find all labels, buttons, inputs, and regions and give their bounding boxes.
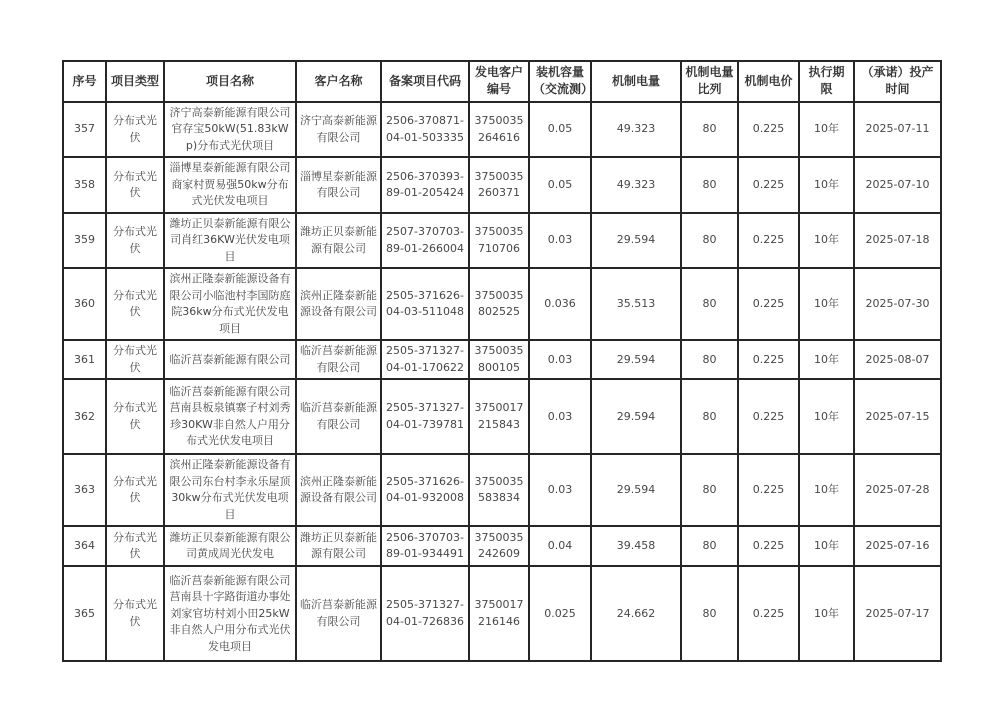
cell-ratio: 80 xyxy=(681,379,738,454)
cell-project_name: 潍坊正贝泰新能源有限公司黄成周光伏发电 xyxy=(164,526,296,566)
cell-customer_name: 滨州正隆泰新能源设备有限公司 xyxy=(296,268,381,340)
cell-serial: 361 xyxy=(63,340,106,379)
column-header-project_name: 项目名称 xyxy=(164,61,296,102)
column-header-ratio: 机制电量比列 xyxy=(681,61,738,102)
cell-serial: 357 xyxy=(63,102,106,158)
cell-prod_date: 2025-07-28 xyxy=(854,454,941,526)
table-row xyxy=(63,379,941,454)
cell-record_code: 2505-371327-04-01-170622 xyxy=(381,340,469,379)
cell-price: 0.225 xyxy=(738,566,799,661)
cell-project_name: 潍坊正贝泰新能源有限公司肖红36KW光伏发电项目 xyxy=(164,213,296,269)
cell-energy: 29.594 xyxy=(591,454,681,526)
cell-serial: 363 xyxy=(63,454,106,526)
cell-capacity: 0.03 xyxy=(529,340,591,379)
cell-prod_date: 2025-07-30 xyxy=(854,268,941,340)
column-header-price: 机制电价 xyxy=(738,61,799,102)
cell-term: 10年 xyxy=(799,213,854,269)
cell-customer_no: 3750035260371 xyxy=(469,157,529,213)
column-header-capacity: 装机容量（交流测） xyxy=(529,61,591,102)
cell-customer_no: 3750035800105 xyxy=(469,340,529,379)
table-row xyxy=(63,157,941,213)
cell-term: 10年 xyxy=(799,379,854,454)
cell-capacity: 0.05 xyxy=(529,102,591,158)
table-header xyxy=(63,61,941,102)
cell-energy: 49.323 xyxy=(591,157,681,213)
column-header-prod_date: （承诺）投产时间 xyxy=(854,61,941,102)
cell-term: 10年 xyxy=(799,340,854,379)
cell-ratio: 80 xyxy=(681,268,738,340)
column-header-customer_no: 发电客户编号 xyxy=(469,61,529,102)
table-row xyxy=(63,454,941,526)
table-row xyxy=(63,102,941,158)
cell-energy: 29.594 xyxy=(591,213,681,269)
cell-record_code: 2507-370703-89-01-266004 xyxy=(381,213,469,269)
cell-customer_no: 3750035264616 xyxy=(469,102,529,158)
cell-capacity: 0.03 xyxy=(529,379,591,454)
cell-serial: 362 xyxy=(63,379,106,454)
column-header-record_code: 备案项目代码 xyxy=(381,61,469,102)
cell-project_name: 临沂莒泰新能源有限公司莒南县十字路街道办事处刘家官坊村刘小田25kW非自然人户用分布式光伏发电项目 xyxy=(164,566,296,661)
table-row xyxy=(63,526,941,566)
cell-capacity: 0.03 xyxy=(529,454,591,526)
cell-project_type: 分布式光伏 xyxy=(106,566,164,661)
cell-capacity: 0.025 xyxy=(529,566,591,661)
cell-customer_name: 临沂莒泰新能源有限公司 xyxy=(296,340,381,379)
cell-record_code: 2506-370703-89-01-934491 xyxy=(381,526,469,566)
cell-project_name: 滨州正隆泰新能源设备有限公司东台村李永乐屋顶30kw分布式光伏发电项目 xyxy=(164,454,296,526)
cell-ratio: 80 xyxy=(681,213,738,269)
cell-prod_date: 2025-07-18 xyxy=(854,213,941,269)
cell-project_type: 分布式光伏 xyxy=(106,268,164,340)
cell-term: 10年 xyxy=(799,102,854,158)
cell-capacity: 0.05 xyxy=(529,157,591,213)
cell-customer_name: 济宁高泰新能源有限公司 xyxy=(296,102,381,158)
cell-record_code: 2505-371626-04-01-932008 xyxy=(381,454,469,526)
cell-ratio: 80 xyxy=(681,157,738,213)
cell-serial: 359 xyxy=(63,213,106,269)
cell-price: 0.225 xyxy=(738,340,799,379)
cell-project_name: 临沂莒泰新能源有限公司 xyxy=(164,340,296,379)
table-row xyxy=(63,268,941,340)
cell-customer_name: 淄博星泰新能源有限公司 xyxy=(296,157,381,213)
table-row xyxy=(63,340,941,379)
cell-project_type: 分布式光伏 xyxy=(106,157,164,213)
cell-record_code: 2505-371626-04-03-511048 xyxy=(381,268,469,340)
column-header-customer_name: 客户名称 xyxy=(296,61,381,102)
cell-term: 10年 xyxy=(799,526,854,566)
cell-prod_date: 2025-08-07 xyxy=(854,340,941,379)
cell-price: 0.225 xyxy=(738,379,799,454)
cell-customer_no: 3750035710706 xyxy=(469,213,529,269)
cell-customer_no: 3750035802525 xyxy=(469,268,529,340)
cell-project_name: 滨州正隆泰新能源设备有限公司小临池村李国防庭院36kw分布式光伏发电项目 xyxy=(164,268,296,340)
cell-ratio: 80 xyxy=(681,454,738,526)
cell-prod_date: 2025-07-10 xyxy=(854,157,941,213)
column-header-project_type: 项目类型 xyxy=(106,61,164,102)
cell-project_type: 分布式光伏 xyxy=(106,102,164,158)
cell-price: 0.225 xyxy=(738,268,799,340)
cell-prod_date: 2025-07-11 xyxy=(854,102,941,158)
cell-term: 10年 xyxy=(799,566,854,661)
cell-capacity: 0.04 xyxy=(529,526,591,566)
table-row xyxy=(63,213,941,269)
cell-price: 0.225 xyxy=(738,526,799,566)
table-header-row xyxy=(63,61,941,102)
cell-serial: 358 xyxy=(63,157,106,213)
cell-serial: 360 xyxy=(63,268,106,340)
cell-energy: 49.323 xyxy=(591,102,681,158)
cell-energy: 24.662 xyxy=(591,566,681,661)
cell-capacity: 0.03 xyxy=(529,213,591,269)
cell-customer_name: 临沂莒泰新能源有限公司 xyxy=(296,379,381,454)
cell-serial: 365 xyxy=(63,566,106,661)
cell-prod_date: 2025-07-16 xyxy=(854,526,941,566)
projects-table xyxy=(62,60,942,662)
cell-record_code: 2505-371327-04-01-739781 xyxy=(381,379,469,454)
cell-customer_no: 3750035583834 xyxy=(469,454,529,526)
cell-record_code: 2506-370393-89-01-205424 xyxy=(381,157,469,213)
cell-project_type: 分布式光伏 xyxy=(106,340,164,379)
cell-ratio: 80 xyxy=(681,340,738,379)
cell-energy: 39.458 xyxy=(591,526,681,566)
column-header-serial: 序号 xyxy=(63,61,106,102)
cell-customer_name: 临沂莒泰新能源有限公司 xyxy=(296,566,381,661)
cell-record_code: 2505-371327-04-01-726836 xyxy=(381,566,469,661)
cell-record_code: 2506-370871-04-01-503335 xyxy=(381,102,469,158)
cell-project_name: 淄博星泰新能源有限公司商家村贾易强50kw分布式光伏发电项目 xyxy=(164,157,296,213)
cell-customer_name: 潍坊正贝泰新能源有限公司 xyxy=(296,526,381,566)
cell-term: 10年 xyxy=(799,454,854,526)
cell-price: 0.225 xyxy=(738,454,799,526)
cell-energy: 35.513 xyxy=(591,268,681,340)
cell-customer_no: 3750035242609 xyxy=(469,526,529,566)
cell-prod_date: 2025-07-17 xyxy=(854,566,941,661)
table-body xyxy=(63,102,941,662)
cell-term: 10年 xyxy=(799,157,854,213)
cell-serial: 364 xyxy=(63,526,106,566)
cell-project_type: 分布式光伏 xyxy=(106,526,164,566)
cell-ratio: 80 xyxy=(681,526,738,566)
cell-customer_no: 3750017215843 xyxy=(469,379,529,454)
cell-term: 10年 xyxy=(799,268,854,340)
cell-price: 0.225 xyxy=(738,157,799,213)
cell-customer_name: 滨州正隆泰新能源设备有限公司 xyxy=(296,454,381,526)
cell-project_type: 分布式光伏 xyxy=(106,213,164,269)
column-header-energy: 机制电量 xyxy=(591,61,681,102)
cell-customer_no: 3750017216146 xyxy=(469,566,529,661)
table-row xyxy=(63,566,941,661)
cell-project_name: 济宁高泰新能源有限公司官存宝50kW(51.83kWp)分布式光伏项目 xyxy=(164,102,296,158)
cell-prod_date: 2025-07-15 xyxy=(854,379,941,454)
cell-project_name: 临沂莒泰新能源有限公司莒南县板泉镇寨子村刘秀珍30KW非自然人户用分布式光伏发电项目 xyxy=(164,379,296,454)
cell-project_type: 分布式光伏 xyxy=(106,379,164,454)
cell-project_type: 分布式光伏 xyxy=(106,454,164,526)
cell-price: 0.225 xyxy=(738,102,799,158)
cell-ratio: 80 xyxy=(681,102,738,158)
cell-energy: 29.594 xyxy=(591,379,681,454)
cell-capacity: 0.036 xyxy=(529,268,591,340)
cell-energy: 29.594 xyxy=(591,340,681,379)
column-header-term: 执行期限 xyxy=(799,61,854,102)
cell-price: 0.225 xyxy=(738,213,799,269)
cell-ratio: 80 xyxy=(681,566,738,661)
cell-customer_name: 潍坊正贝泰新能源有限公司 xyxy=(296,213,381,269)
